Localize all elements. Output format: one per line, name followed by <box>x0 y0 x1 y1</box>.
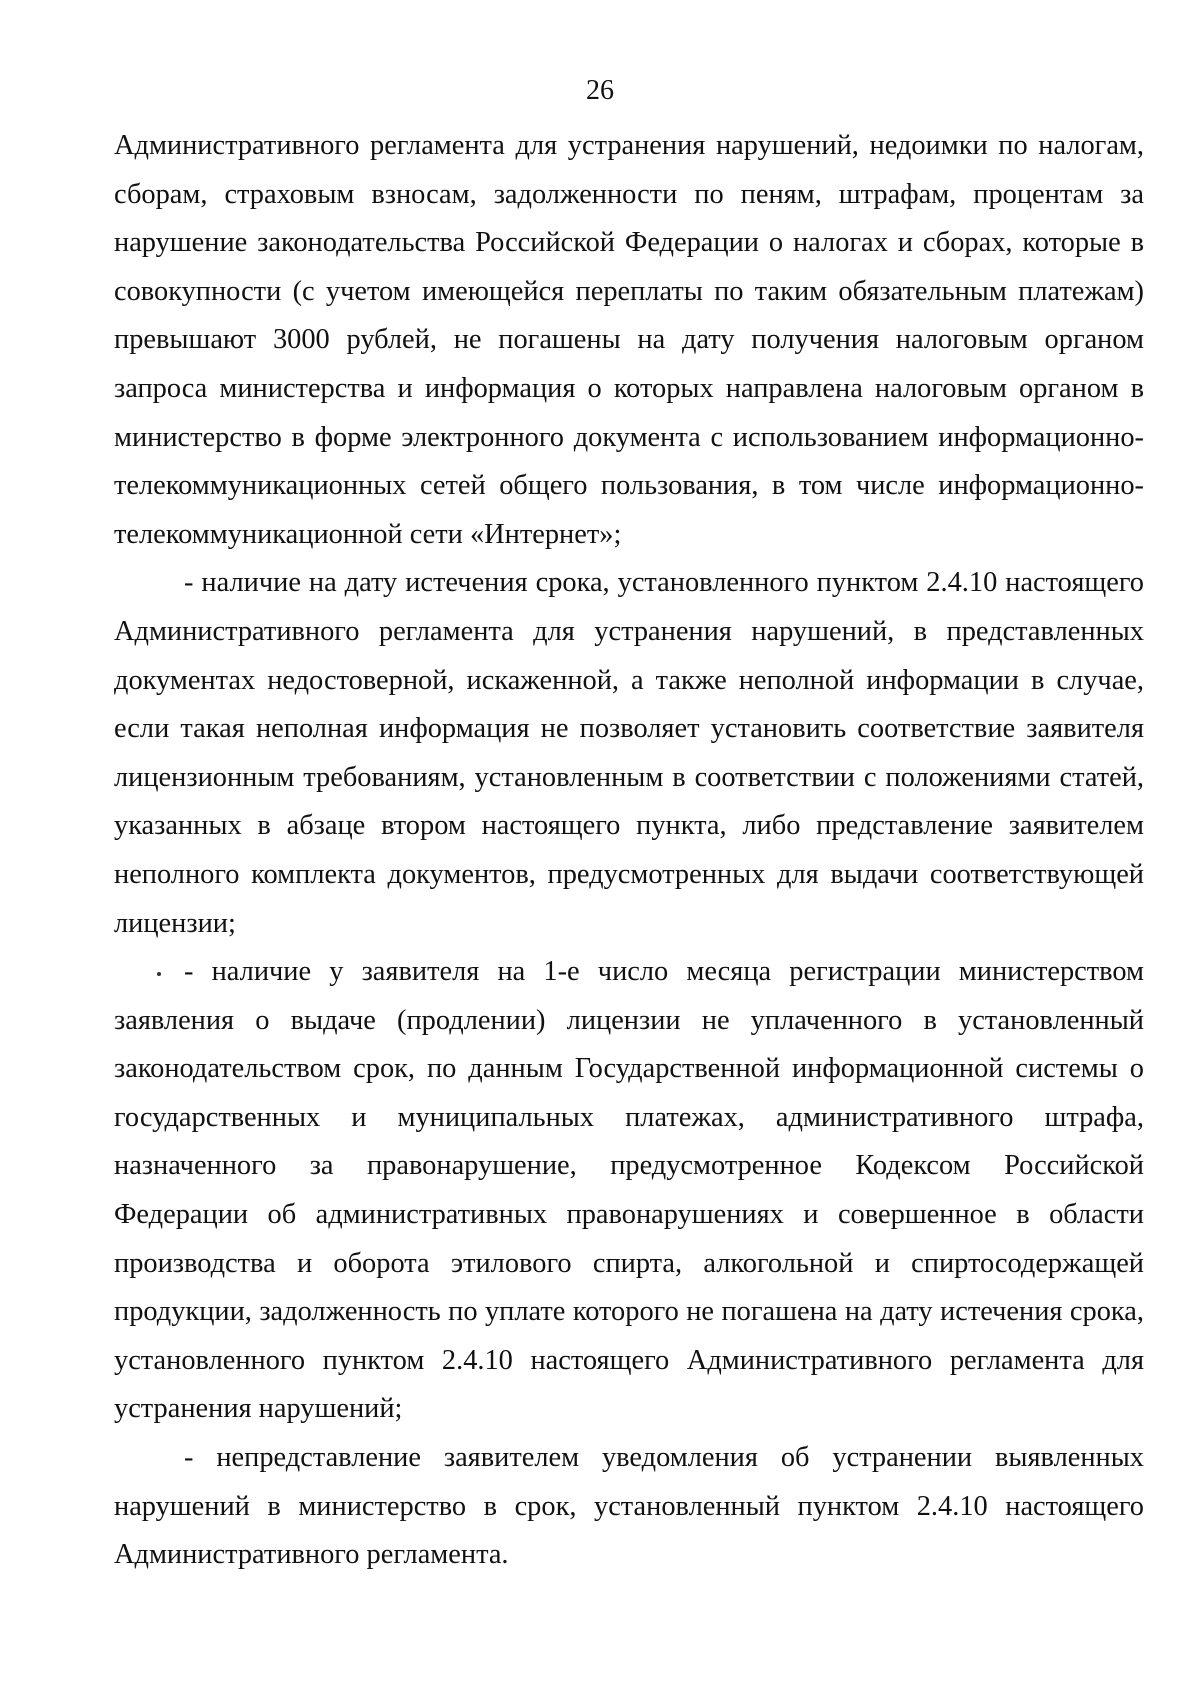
page-number: 26 <box>586 75 614 106</box>
paragraph-inaccurate-documents: - наличие на дату истечения срока, установленного пунктом 2.4.10 настоящего Административного регламента для устранения нарушений, в представленных документах недостоверной, искаженной, а также неполной информации в случае, если такая неполная информация не позволяет установить соответствие заявителя лицензионным требованиям, установленным в соответствии с положениями статей, указанных в абзаце втором настоящего пункта, либо представление заявителем неполного комплекта документов, предусмотренных для выдачи соответствующей лицензии; <box>114 567 1144 939</box>
document-body <box>114 122 1144 1580</box>
paragraph-unpaid-fine: - наличие у заявителя на 1-е число месяца регистрации министерством заявления о выдаче (продлении) лицензии не уплаченного в установленный законодательством срок, по данным Государственной информационной системы о государственных и муниципальных платежах, административного штрафа, назначенного за правонарушение, предусмотренное Кодексом Российской Федерации об административных правонарушениях и совершенное в области производства и оборота этилового спирта, алкогольной и спиртосодержащей продукции, задолженность по уплате которого не погашена на дату истечения срока, установленного пунктом 2.4.10 настоящего Административного регламента для устранения нарушений; <box>114 956 1144 1425</box>
scan-speck <box>157 972 161 976</box>
paragraph-no-notification: - непредставление заявителем уведомления об устранении выявленных нарушений в министерство в срок, установленный пунктом 2.4.10 настоящего Административного регламента. <box>114 1442 1144 1571</box>
paragraph-continuation: Административного регламента для устранения нарушений, недоимки по налогам, сборам, страховым взносам, задолженности по пеням, штрафам, процентам за нарушение законодательства Российской Федерации о налогах и сборах, которые в совокупности (с учетом имеющейся переплаты по таким обязательным платежам) превышают 3000 рублей, не погашены на дату получения налоговым органом запроса министерства и информация о которых направлена налоговым органом в министерство в форме электронного документа с использованием информационно-телекоммуникационных сетей общего пользования, в том числе информационно-телекоммуникационной сети «Интернет»; <box>114 130 1144 550</box>
